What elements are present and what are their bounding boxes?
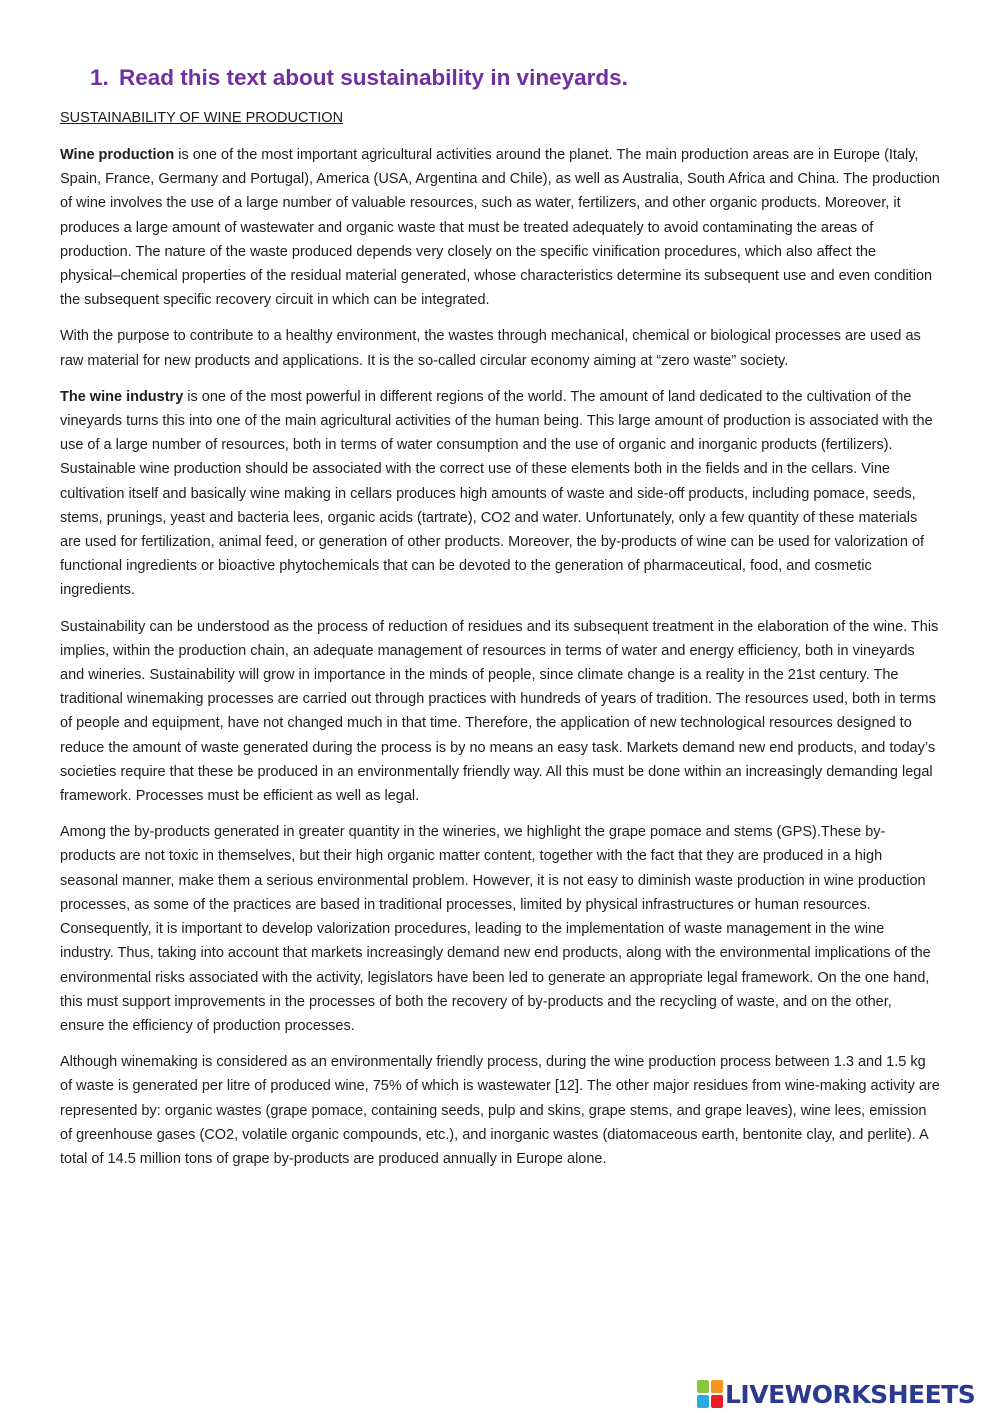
paragraph-4-text: Sustainability can be understood as the process of reduction of residues and its subsequent treatment in the elaboration of the wine. This implies, within the production chain, an adequate management of resources in terms of water and energy efficiency, both in vineyards and wineries. Sustainability will grow in importance in the minds of people, since climate change is a reality in the 21st century. The traditional winemaking processes are carried out through practices with hundreds of years of tradition. The resources used, both in terms of people and equipment, have not changed much in that time. Therefore, the application of new technological resources designed to reduce the amount of waste generated during the process is by no means an easy task. Markets demand new end products, and today’s societies require that these be produced in an environmentally friendly way. All this must be done within an increasingly demanding legal framework. Processes must be efficient as well as legal. [60, 618, 939, 805]
logo-mark-orange [711, 1380, 723, 1393]
paragraph-6-text: Although winemaking is considered as an environmentally friendly process, during the wine production process between 1.3 and 1.5 kg of waste is generated per litre of produced wine, 75% of which is wastewater [12]. The other major residues from wine-making activity are represented by: organic wastes (grape pomace, containing seeds, pulp and skins, grape stems, and grape leaves), wine lees, emission of greenhouse gases (CO2, volatile organic compounds, etc.), and inorganic wastes (diatomaceous earth, bentonite clay, and perlite). A total of 14.5 million tons of grape by-products are produced annually in Europe alone. [60, 1054, 940, 1167]
article-title: SUSTAINABILITY OF WINE PRODUCTION [60, 110, 344, 126]
liveworksheets-mark-icon [697, 1380, 723, 1408]
logo-mark-blue [697, 1395, 709, 1408]
liveworksheets-logo [697, 1378, 975, 1410]
worksheet-page [60, 62, 940, 1171]
paragraph-2-text: With the purpose to contribute to a healthy environment, the wastes through mechanical, chemical or biological processes are used as raw material for new products and applications. It is the so-called circular economy aiming at “zero waste” society. [60, 328, 921, 369]
paragraph-3-lead: The wine industry [60, 388, 184, 405]
paragraph-5-text: Among the by-products generated in greater quantity in the wineries, we highlight the grape pomace and stems (GPS).These by-products are not toxic in themselves, but their high organic matter content, together with the fact that they are produced in a high seasonal manner, make them a serious environmental problem. However, it is not easy to diminish waste production in wine production processes, as some of the practices are based in traditional processes, limited by physical infrastructures or human resources. Consequently, it is important to develop valorization procedures, leading to the implementation of waste management in the wine industry. Thus, taking into account that markets increasingly demand new end products, along with the environmental implications of the environmental risks associated with the activity, legislators have been led to generate an appropriate legal framework. On the one hand, this must support improvements in the processes of both the recovery of by-products and the recycling of waste, and on the other, ensure the efficiency of production processes. [60, 824, 931, 1034]
paragraph-3-text: is one of the most powerful in different regions of the world. The amount of land dedicated to the cultivation of the vineyards turns this into one of the main agricultural activities of the human being. This large amount of production is associated with the use of a large number of resources, both in terms of water consumption and the use of organic and inorganic products (fertilizers). Sustainable wine production should be associated with the correct use of these elements both in the fields and in the cellars. Vine cultivation itself and basically wine making in cellars produces high amounts of waste and side-off products, including pomace, seeds, stems, prunings, yeast and bacteria lees, organic acids (tartrate), CO2 and water. Unfortunately, only a few quantity of these materials are used for fertilization, animal feed, or generation of other products. Moreover, the by-products of wine can be used for valorization of functional ingredients or bioactive phytochemicals that can be devoted to the generation of pharmaceutical, food, and cosmetic ingredients. [60, 388, 933, 599]
question-text: Read this text about sustainability in vineyards. [119, 65, 628, 90]
paragraph-5 [60, 820, 940, 1038]
question-number: 1. [90, 65, 109, 90]
paragraph-4 [60, 615, 940, 809]
paragraph-1 [60, 143, 940, 312]
paragraph-2 [60, 324, 940, 372]
question-heading [90, 62, 940, 94]
logo-mark-green [697, 1380, 709, 1393]
logo-text: LIVEWORKSHEETS [725, 1379, 976, 1409]
paragraph-6 [60, 1050, 940, 1171]
logo-mark-red [711, 1395, 723, 1408]
paragraph-3 [60, 385, 940, 603]
paragraph-1-text: is one of the most important agricultural activities around the planet. The main production areas are in Europe (Italy, Spain, France, Germany and Portugal), America (USA, Argentina and Chile), as well as Australia, South Africa and China. The production of wine involves the use of a large number of valuable resources, such as water, fertilizers, and other organic products. Moreover, it produces a large amount of wastewater and organic waste that must be treated adequately to avoid contaminating the areas of production. The nature of the waste produced depends very closely on the specific vinification procedures, which also affect the physical–chemical properties of the residual material generated, whose characteristics determine its subsequent use and even condition the subsequent specific recovery circuit in which can be integrated. [60, 147, 940, 309]
paragraph-1-lead: Wine production [60, 147, 175, 163]
